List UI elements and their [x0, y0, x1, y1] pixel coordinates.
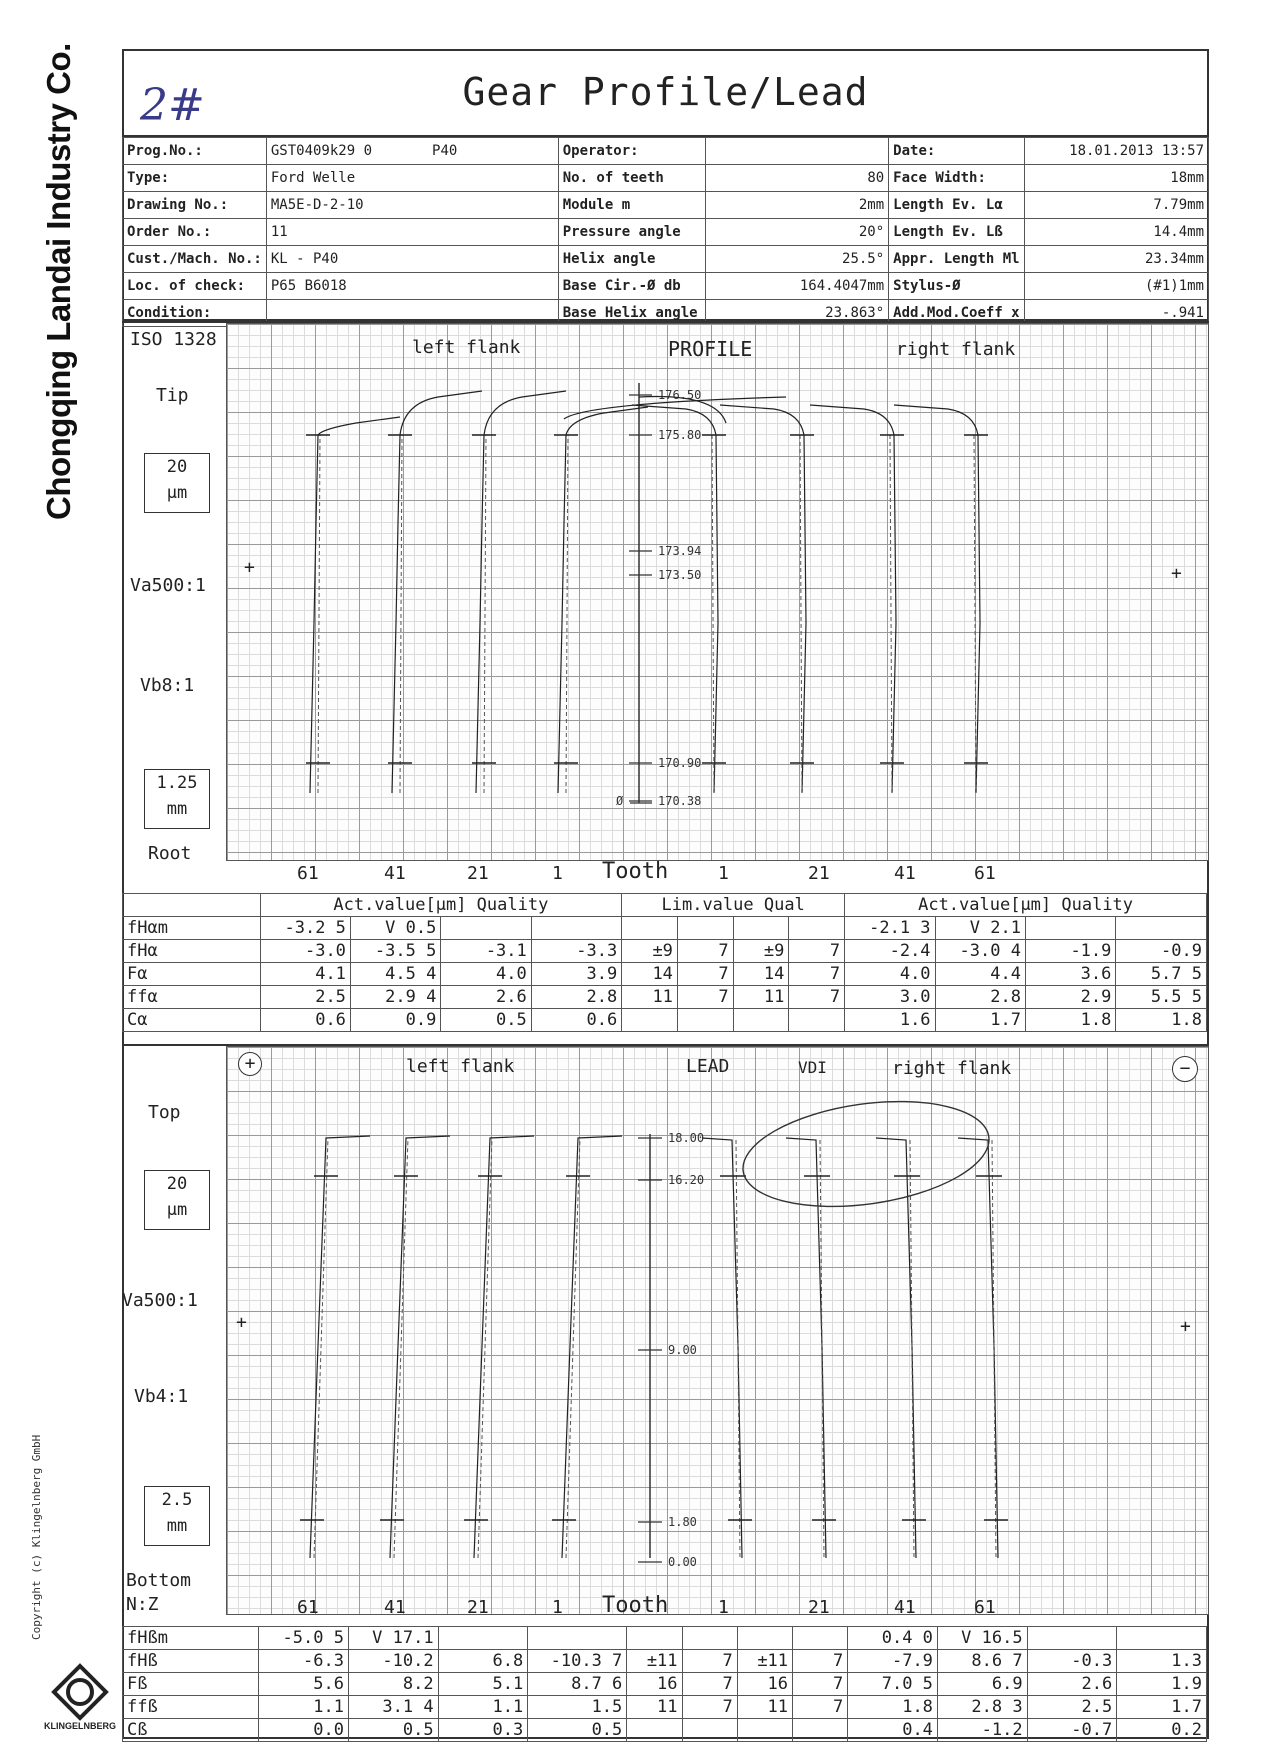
result-right-cell: [1025, 917, 1115, 940]
result-left-cell: [441, 917, 531, 940]
row-label: fHß: [123, 1650, 259, 1673]
result-row: [123, 1719, 1207, 1742]
result-lim-cell: 16: [627, 1673, 682, 1696]
result-right-cell: 4.4: [935, 963, 1025, 986]
result-row: [123, 1009, 1207, 1032]
result-right-cell: 2.5: [1027, 1696, 1117, 1719]
result-right-cell: -1.9: [1025, 940, 1115, 963]
lead-va-label: Va500:1: [122, 1290, 198, 1311]
row-label: fHα: [123, 940, 261, 963]
tip-label: Tip: [156, 385, 189, 406]
result-right-cell: 1.7: [935, 1009, 1025, 1032]
tooth-number: 21: [467, 863, 489, 884]
profile-left-trace: [310, 417, 400, 793]
result-lim-cell: 11: [737, 1696, 792, 1719]
result-left-cell: 0.6: [260, 1009, 350, 1032]
result-right-cell: 2.9: [1025, 986, 1115, 1009]
prog-number: GST0409k29 0: [270, 143, 373, 159]
header-mid-label: Helix angle: [558, 246, 705, 273]
result-lim-cell: [682, 1719, 737, 1742]
profile-traces: [226, 323, 1207, 859]
handwritten-circle: [736, 1087, 996, 1221]
axis-label: 18.00: [668, 1131, 705, 1145]
result-left-cell: 2.9 4: [350, 986, 440, 1009]
row-label: Cα: [123, 1009, 261, 1032]
lead-scale-top: 20 µm: [144, 1170, 210, 1230]
result-left-cell: -3.2 5: [260, 917, 350, 940]
result-left-cell: 0.0: [259, 1719, 349, 1742]
header-mid-value: 20°: [706, 219, 889, 246]
head-lim: Lim.value Qual: [622, 894, 845, 917]
header-row: [123, 165, 1209, 192]
result-left-cell: -10.2: [348, 1650, 438, 1673]
result-left-cell: -3.0: [260, 940, 350, 963]
axis-prefix: Ø: [616, 794, 624, 808]
nz-label: N:Z: [126, 1594, 159, 1615]
row-label: Cß: [123, 1719, 259, 1742]
result-right-cell: -1.2: [937, 1719, 1027, 1742]
result-right-cell: 8.6 7: [937, 1650, 1027, 1673]
result-left-cell: 0.9: [350, 1009, 440, 1032]
tooth-number: 1: [552, 1597, 563, 1618]
result-right-cell: V 2.1: [935, 917, 1025, 940]
result-right-cell: 0.2: [1117, 1719, 1207, 1742]
profile-right-trace: [632, 405, 718, 793]
lead-right-title: right flank: [892, 1058, 1012, 1079]
result-lim-cell: 7: [789, 963, 845, 986]
lead-minus: −: [1172, 1056, 1198, 1082]
header-right-value: 18mm: [1024, 165, 1208, 192]
header-row: [123, 192, 1209, 219]
lead-scale-bottom: 2.5 mm: [144, 1486, 210, 1546]
header-left-label: Type:: [123, 165, 267, 192]
header-right-value: -.941: [1024, 300, 1208, 327]
head-act: Act.value[µm] Quality: [260, 894, 622, 917]
result-lim-cell: [789, 917, 845, 940]
lead-right-trace: [702, 1138, 742, 1558]
tooth-number: 61: [297, 1597, 319, 1618]
tooth-number: 61: [974, 1597, 996, 1618]
plus-mark: +: [1180, 1316, 1191, 1337]
lead-left-trace: [390, 1136, 450, 1558]
result-right-cell: -2.1 3: [845, 917, 935, 940]
result-lim-cell: 7: [793, 1673, 848, 1696]
tooth-number: 41: [384, 863, 406, 884]
result-right-cell: [1117, 1627, 1207, 1650]
tooth-number: 1: [718, 863, 729, 884]
result-lim-cell: 11: [733, 986, 789, 1009]
result-left-cell: 1.5: [528, 1696, 627, 1719]
result-right-cell: [1027, 1627, 1117, 1650]
profile-left-ref: [318, 435, 320, 793]
profile-right-trace: [810, 405, 896, 793]
axis-label: 176.50: [658, 388, 702, 402]
result-lim-cell: [622, 1009, 678, 1032]
result-lim-cell: 11: [627, 1696, 682, 1719]
lead-left-ref: [566, 1138, 580, 1558]
vb-label: Vb8:1: [140, 675, 195, 696]
result-right-cell: V 16.5: [937, 1627, 1027, 1650]
header-mid-label: Pressure angle: [558, 219, 705, 246]
header-right-value: 23.34mm: [1024, 246, 1208, 273]
result-left-cell: 0.5: [441, 1009, 531, 1032]
result-left-cell: -10.3 7: [528, 1650, 627, 1673]
result-row: [123, 1696, 1207, 1719]
plus-mark: +: [236, 1312, 247, 1333]
result-right-cell: 1.8: [1025, 1009, 1115, 1032]
axis-label: 170.38: [658, 794, 702, 808]
result-lim-cell: [627, 1719, 682, 1742]
tooth-number: 41: [894, 863, 916, 884]
row-label: Fß: [123, 1673, 259, 1696]
result-lim-cell: 14: [622, 963, 678, 986]
result-right-cell: 1.6: [845, 1009, 935, 1032]
header-left-value: MA5E-D-2-10: [266, 192, 558, 219]
result-left-cell: 4.0: [441, 963, 531, 986]
copyright-text: Copyright (c) Klingelnberg GmbH: [30, 1434, 43, 1640]
axis-label: 16.20: [668, 1173, 705, 1187]
tooth-number: 21: [808, 863, 830, 884]
header-right-value: 7.79mm: [1024, 192, 1208, 219]
result-left-cell: 1.1: [259, 1696, 349, 1719]
lead-left-trace: [562, 1136, 622, 1558]
header-right-label: Length Ev. Lα: [889, 192, 1024, 219]
result-left-cell: 5.1: [438, 1673, 528, 1696]
bottom-label: Bottom: [126, 1570, 192, 1591]
tooth-number: 21: [808, 1597, 830, 1618]
header-left-value: [266, 138, 558, 165]
prog-extra: P40: [432, 143, 458, 159]
header-mid-label: Operator:: [558, 138, 705, 165]
header-right-label: Face Width:: [889, 165, 1024, 192]
profile-right-ref: [974, 435, 976, 793]
result-left-cell: 0.3: [438, 1719, 528, 1742]
result-lim-cell: [733, 917, 789, 940]
header-left-label: Cust./Mach. No.:: [123, 246, 267, 273]
axis-label: 173.94: [658, 544, 702, 558]
result-left-cell: 8.2: [348, 1673, 438, 1696]
header-mid-value: 23.863°: [706, 300, 889, 327]
result-row: [123, 963, 1207, 986]
result-lim-cell: ±11: [737, 1650, 792, 1673]
header-mid-label: No. of teeth: [558, 165, 705, 192]
result-right-cell: 2.6: [1027, 1673, 1117, 1696]
lead-right-trace: [876, 1138, 916, 1558]
result-lim-cell: 7: [677, 986, 733, 1009]
header-left-label: Loc. of check:: [123, 273, 267, 300]
tooth-number: 1: [718, 1597, 729, 1618]
plus-mark: +: [244, 557, 255, 578]
profile-left-trace: [558, 407, 648, 793]
result-lim-cell: 11: [622, 986, 678, 1009]
row-label: fHαm: [123, 917, 261, 940]
head-act-right: Act.value[µm] Quality: [845, 894, 1207, 917]
logo-text: KLINGELNBERG: [44, 1721, 116, 1731]
result-row: [123, 986, 1207, 1009]
company-name: Chongqing Landai Industry Co.: [40, 43, 77, 520]
header-right-value: (#1)1mm: [1024, 273, 1208, 300]
row-label: fHßm: [123, 1627, 259, 1650]
result-lim-cell: 7: [677, 940, 733, 963]
tooth-number: 61: [974, 863, 996, 884]
profile-right-ref: [890, 435, 892, 793]
result-left-cell: 0.5: [528, 1719, 627, 1742]
lead-vdi: VDI: [798, 1058, 827, 1077]
lead-left-trace: [474, 1136, 534, 1558]
header-left-label: Prog.No.:: [123, 138, 267, 165]
result-lim-cell: ±9: [622, 940, 678, 963]
result-left-cell: 4.1: [260, 963, 350, 986]
result-left-cell: V 0.5: [350, 917, 440, 940]
result-left-cell: V 17.1: [348, 1627, 438, 1650]
profile-center-title: PROFILE: [668, 337, 753, 361]
axis-label: 170.90: [658, 756, 702, 770]
result-lim-cell: 16: [737, 1673, 792, 1696]
result-right-cell: 1.8: [848, 1696, 938, 1719]
result-lim-cell: [627, 1627, 682, 1650]
result-left-cell: -3.5 5: [350, 940, 440, 963]
lead-left-title: left flank: [406, 1056, 515, 1077]
axis-label: 0.00: [668, 1555, 697, 1569]
header-info: [122, 135, 1209, 321]
result-right-cell: 5.5 5: [1116, 986, 1207, 1009]
header-mid-label: Module m: [558, 192, 705, 219]
header-left-value: P65 B6018: [266, 273, 558, 300]
result-lim-cell: [622, 917, 678, 940]
profile-right-trace: [720, 405, 806, 793]
head-blank: [123, 894, 261, 917]
lead-left-ref: [314, 1138, 328, 1558]
result-left-cell: 2.6: [441, 986, 531, 1009]
lead-left-trace: [310, 1136, 370, 1558]
lead-left-ref: [478, 1138, 492, 1558]
result-left-cell: -6.3: [259, 1650, 349, 1673]
profile-scale-bottom: 1.25 mm: [144, 769, 210, 829]
header-left-label: Order No.:: [123, 219, 267, 246]
result-lim-cell: 7: [789, 940, 845, 963]
result-left-cell: 3.1 4: [348, 1696, 438, 1719]
header-left-label: Drawing No.:: [123, 192, 267, 219]
header-right-label: Stylus-Ø: [889, 273, 1024, 300]
result-lim-cell: [677, 1009, 733, 1032]
result-left-cell: 5.6: [259, 1673, 349, 1696]
lead-center-title: LEAD: [686, 1056, 730, 1077]
lead-traces: [226, 1046, 1207, 1613]
result-left-cell: 0.5: [348, 1719, 438, 1742]
va-label: Va500:1: [130, 575, 206, 596]
result-left-cell: 3.9: [531, 963, 621, 986]
header-left-label: Condition:: [123, 300, 267, 327]
result-lim-cell: 7: [682, 1673, 737, 1696]
header-mid-value: 164.4047mm: [706, 273, 889, 300]
lead-right-trace: [786, 1138, 826, 1558]
result-row: [123, 1650, 1207, 1673]
header-mid-label: Base Cir.-Ø db: [558, 273, 705, 300]
result-right-cell: 6.9: [937, 1673, 1027, 1696]
result-left-cell: [531, 917, 621, 940]
result-lim-cell: ±11: [627, 1650, 682, 1673]
result-lim-cell: 7: [677, 963, 733, 986]
tooth-number: 21: [467, 1597, 489, 1618]
result-left-cell: -5.0 5: [259, 1627, 349, 1650]
result-row: [123, 1627, 1207, 1650]
tooth-number: 61: [297, 863, 319, 884]
result-right-cell: -3.0 4: [935, 940, 1025, 963]
result-lim-cell: [793, 1627, 848, 1650]
result-left-cell: 2.5: [260, 986, 350, 1009]
result-lim-cell: ±9: [733, 940, 789, 963]
result-right-cell: 1.3: [1117, 1650, 1207, 1673]
result-lim-cell: 7: [682, 1650, 737, 1673]
result-row: [123, 940, 1207, 963]
axis-label: 9.00: [668, 1343, 697, 1357]
result-lim-cell: [682, 1627, 737, 1650]
lead-plus: +: [238, 1052, 262, 1076]
profile-left-ref: [484, 435, 486, 793]
result-lim-cell: 7: [793, 1650, 848, 1673]
iso-standard: ISO 1328: [130, 329, 217, 350]
tooth-number: 41: [384, 1597, 406, 1618]
header-row: [123, 273, 1209, 300]
result-left-cell: 2.8: [531, 986, 621, 1009]
result-left-cell: -3.3: [531, 940, 621, 963]
profile-left-ref: [400, 435, 402, 793]
lead-panel: [122, 1044, 1209, 1739]
profile-right-ref: [800, 435, 802, 793]
result-left-cell: 4.5 4: [350, 963, 440, 986]
lead-results-table: [122, 1626, 1207, 1742]
header-mid-value: 2mm: [706, 192, 889, 219]
header-row: [123, 246, 1209, 273]
lead-right-trace: [958, 1138, 998, 1558]
top-label: Top: [148, 1102, 181, 1123]
axis-label: 1.80: [668, 1515, 697, 1529]
header-left-value: KL - P40: [266, 246, 558, 273]
result-right-cell: 0.4 0: [848, 1627, 938, 1650]
header-mid-value: [706, 138, 889, 165]
result-right-cell: 2.8 3: [937, 1696, 1027, 1719]
root-label: Root: [148, 843, 192, 864]
result-right-cell: 2.8: [935, 986, 1025, 1009]
result-right-cell: 3.6: [1025, 963, 1115, 986]
page-title: Gear Profile/Lead: [462, 70, 869, 114]
row-label: ffα: [123, 986, 261, 1009]
result-right-cell: 5.7 5: [1116, 963, 1207, 986]
profile-left-trace: [476, 391, 566, 793]
result-row: [123, 1673, 1207, 1696]
result-lim-cell: 7: [789, 986, 845, 1009]
result-right-cell: [1116, 917, 1207, 940]
header-right-label: Date:: [889, 138, 1024, 165]
result-left-cell: [438, 1627, 528, 1650]
lead-vb-label: Vb4:1: [134, 1386, 189, 1407]
result-left-cell: 6.8: [438, 1650, 528, 1673]
result-left-cell: -3.1: [441, 940, 531, 963]
result-lim-cell: 7: [682, 1696, 737, 1719]
profile-left-ref: [566, 435, 568, 793]
handwritten-mark: 2#: [140, 80, 205, 131]
profile-panel: [122, 321, 1209, 1030]
result-right-cell: -0.9: [1116, 940, 1207, 963]
result-left-cell: 1.1: [438, 1696, 528, 1719]
header-right-label: Length Ev. Lß: [889, 219, 1024, 246]
result-lim-cell: [737, 1627, 792, 1650]
header-row: [123, 138, 1209, 165]
result-right-cell: -7.9: [848, 1650, 938, 1673]
header-right-label: Appr. Length Ml: [889, 246, 1024, 273]
axis-label: 175.80: [658, 428, 702, 442]
header-right-label: Add.Mod.Coeff x: [889, 300, 1024, 327]
result-lim-cell: [737, 1719, 792, 1742]
row-label: Fα: [123, 963, 261, 986]
result-row: [123, 917, 1207, 940]
result-left-cell: 8.7 6: [528, 1673, 627, 1696]
header-left-value: 11: [266, 219, 558, 246]
result-lim-cell: [793, 1719, 848, 1742]
header-left-value: Ford Welle: [266, 165, 558, 192]
result-lim-cell: 7: [793, 1696, 848, 1719]
result-right-cell: -0.3: [1027, 1650, 1117, 1673]
tooth-number: 1: [552, 863, 563, 884]
profile-right-title: right flank: [896, 339, 1016, 360]
result-lim-cell: [733, 1009, 789, 1032]
header-mid-value: 80: [706, 165, 889, 192]
result-right-cell: 1.9: [1117, 1673, 1207, 1696]
profile-left-trace: [392, 391, 482, 793]
header-mid-label: Base Helix angle: [558, 300, 705, 327]
result-left-cell: [528, 1627, 627, 1650]
tooth-label: Tooth: [602, 1593, 669, 1618]
result-right-cell: 1.8: [1116, 1009, 1207, 1032]
result-right-cell: 4.0: [845, 963, 935, 986]
header-right-value: 18.01.2013 13:57: [1024, 138, 1208, 165]
lead-left-ref: [394, 1138, 408, 1558]
result-right-cell: -2.4: [845, 940, 935, 963]
profile-results-table: [122, 893, 1207, 1032]
result-left-cell: 0.6: [531, 1009, 621, 1032]
axis-label: 173.50: [658, 568, 702, 582]
tooth-label: Tooth: [602, 859, 669, 884]
result-right-cell: -0.7: [1027, 1719, 1117, 1742]
klingelnberg-logo: [40, 1660, 120, 1735]
header-mid-value: 25.5°: [706, 246, 889, 273]
result-lim-cell: [677, 917, 733, 940]
plus-mark: +: [1171, 563, 1182, 584]
tooth-number: 41: [894, 1597, 916, 1618]
profile-right-ref: [712, 435, 714, 793]
result-right-cell: 3.0: [845, 986, 935, 1009]
result-right-cell: 1.7: [1117, 1696, 1207, 1719]
row-label: ffß: [123, 1696, 259, 1719]
profile-left-title: left flank: [412, 337, 521, 358]
result-lim-cell: [789, 1009, 845, 1032]
profile-scale-top: 20 µm: [144, 453, 210, 513]
header-right-value: 14.4mm: [1024, 219, 1208, 246]
header-row: [123, 219, 1209, 246]
profile-right-trace: [894, 405, 980, 793]
result-lim-cell: 14: [733, 963, 789, 986]
result-right-cell: 7.0 5: [848, 1673, 938, 1696]
result-right-cell: 0.4: [848, 1719, 938, 1742]
